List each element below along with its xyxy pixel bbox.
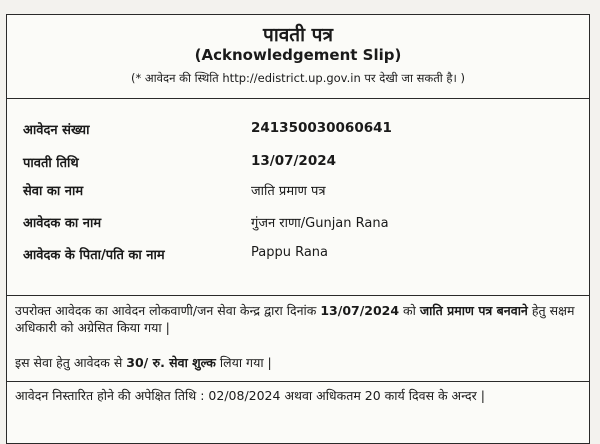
field-value: गुंजन राणा/Gunjan Rana <box>251 216 389 231</box>
field-value: Pappu Rana <box>251 245 329 260</box>
disposal-text: आवेदन निस्तारित होने की अपेक्षित तिथि : <box>15 388 209 403</box>
disposal-text: अथवा अधिकतम <box>280 388 365 403</box>
acknowledgement-slip <box>6 14 590 444</box>
forwarding-statement <box>15 302 575 336</box>
expected-disposal-statement <box>15 387 575 404</box>
statement-date: 13/07/2024 <box>320 303 400 318</box>
field-label: आवेदक का नाम <box>23 216 102 231</box>
statement-text: हेतु सक्षम अधिकारी को अग्रेसित किया गया | <box>15 303 575 335</box>
fee-text: इस सेवा हेतु आवेदक से <box>15 355 127 370</box>
statement-service: जाति प्रमाण पत्र बनवाने <box>419 303 528 318</box>
field-label: आवेदन संख्या <box>23 123 90 138</box>
field-label: आवेदक के पिता/पति का नाम <box>23 248 165 263</box>
max-days: 20 <box>364 388 381 403</box>
field-label: पावती तिथि <box>23 156 79 171</box>
expected-date: 02/08/2024 <box>208 388 281 403</box>
disposal-text: कार्य दिवस के अन्दर | <box>380 388 485 403</box>
slip-title-english: (Acknowledgement Slip) <box>194 46 402 64</box>
fee-amount: 30/ रु. सेवा शुल्क <box>126 355 216 370</box>
field-value: 241350030060641 <box>251 120 392 136</box>
field-label: सेवा का नाम <box>23 184 84 199</box>
divider <box>7 98 589 99</box>
statement-text: को <box>399 303 420 318</box>
fee-text: लिया गया | <box>215 355 272 370</box>
divider <box>7 381 589 382</box>
field-value: जाति प्रमाण पत्र <box>251 184 326 199</box>
field-value: 13/07/2024 <box>251 153 337 169</box>
slip-title-hindi: पावती पत्र <box>263 24 333 46</box>
status-note: (* आवेदन की स्थिति http://edistrict.up.gov.in पर देखी जा सकती है। ) <box>130 71 465 85</box>
divider <box>7 295 589 296</box>
fee-statement <box>15 354 575 371</box>
statement-text: उपरोक्त आवेदक का आवेदन लोकवाणी/जन सेवा केन्द्र द्वारा दिनांक <box>15 303 321 318</box>
